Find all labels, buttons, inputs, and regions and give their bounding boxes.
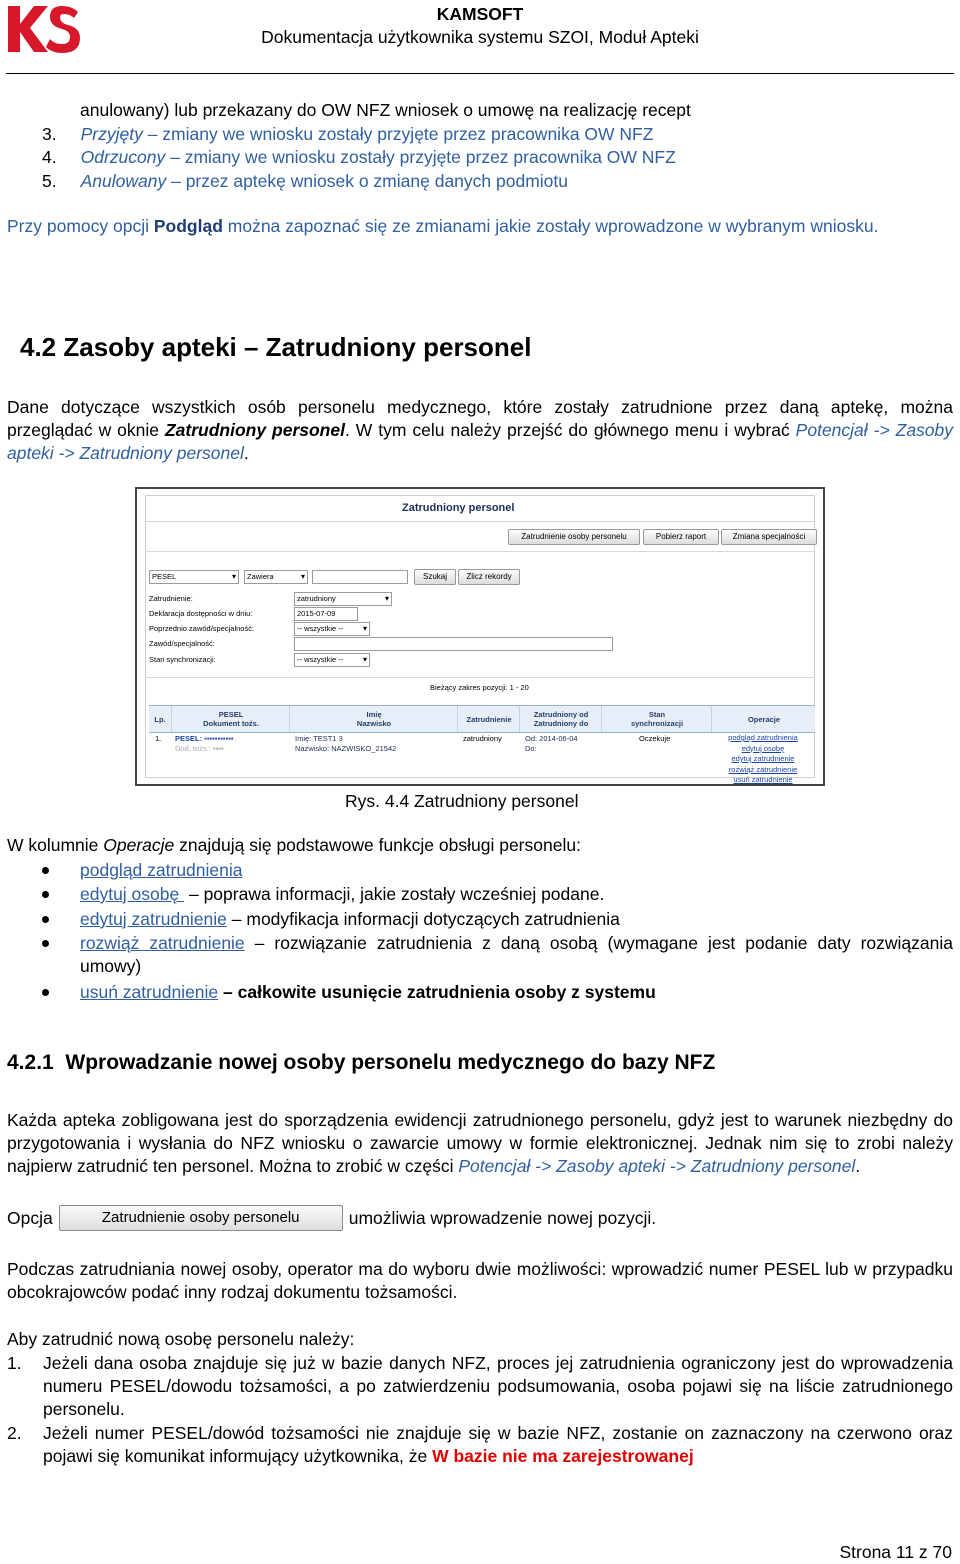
link-edit-person[interactable]: edytuj osobę <box>80 884 185 904</box>
row-doc: Dod. tożs.: ▪▪▪▪ <box>175 744 224 753</box>
opcja-line <box>7 1203 656 1233</box>
col-dates: Zatrudniony od Zatrudniony do <box>519 706 602 732</box>
warning-text: W bazie nie ma zarejestrowanej <box>432 1446 694 1466</box>
range-info: Bieżący zakres pozycji: 1 - 20 <box>430 683 529 692</box>
podglad-paragraph <box>7 215 953 238</box>
window-title: Zatrudniony personel <box>402 502 515 514</box>
row-sync: Oczekuje <box>639 734 671 743</box>
download-report-button[interactable]: Pobierz raport <box>643 529 719 545</box>
label-stan: Stan synchronizacji: <box>149 655 216 664</box>
text: można zapoznać się ze zmianami jakie zostały wprowadzone w wybranym wniosku. <box>222 216 879 236</box>
link-view-employment[interactable]: podgląd zatrudnienia <box>80 860 243 880</box>
step-text <box>43 1422 953 1468</box>
row-operations <box>711 733 815 786</box>
status-term: Odrzucony <box>80 147 166 167</box>
bullet-icon <box>42 940 49 947</box>
text: . <box>855 1156 861 1176</box>
row-zatrudnienie: zatrudniony <box>463 734 502 743</box>
bullet-item <box>80 859 243 882</box>
col-operacje: Operacje <box>711 706 816 732</box>
text: Dane dotyczące wszystkich osób personelu medycznego, które zostały zatrudnione przez daną aptekę, można przeglądać w oknie <box>7 397 953 440</box>
filter-value-input[interactable] <box>312 570 408 584</box>
col-pesel: PESEL Dokument tożs. <box>171 706 290 732</box>
text: Przy pomocy opcji <box>7 216 154 236</box>
op-delete-employment[interactable]: usuń zatrudnienie <box>733 775 793 784</box>
header-divider <box>6 73 954 74</box>
status-term: Przyjęty <box>80 124 143 144</box>
divider <box>146 677 814 678</box>
count-records-button[interactable]: Zlicz rekordy <box>458 569 520 585</box>
text: – modyfikacja informacji dotyczących zatrudnienia <box>226 909 620 929</box>
step-number: 2. <box>7 1423 22 1443</box>
table-row <box>149 732 815 782</box>
link-terminate-employment[interactable]: rozwiąż zatrudnienie <box>80 933 245 953</box>
row-imie: Imię: TEST1 3 <box>295 734 343 743</box>
op-edit-person[interactable]: edytuj osobę <box>741 743 785 753</box>
company-name: KAMSOFT <box>436 4 524 24</box>
bullet-icon <box>42 916 49 923</box>
text: W kolumnie <box>7 835 104 855</box>
col-sync: Stan synchronizacji <box>601 706 712 732</box>
link-delete-employment[interactable]: usuń zatrudnienie <box>80 982 219 1002</box>
section-heading: 4.2 Zasoby apteki – Zatrudniony personel <box>20 332 532 362</box>
step-number: 1. <box>7 1353 22 1373</box>
figure-caption: Rys. 4.4 Zatrudniony personel <box>345 791 579 811</box>
paragraph-pesel: Podczas zatrudniania nowej osoby, operator ma do wyboru dwie możliwości: wprowadzić numer PESEL lub w przypadku obcokrajowców podać inny rodzaj dokumentu tożsamości. <box>7 1259 953 1302</box>
list-number: 4. <box>42 147 57 167</box>
status-desc: – zmiany we wniosku zostały przyjęte przez pracownika OW NFZ <box>142 124 654 144</box>
text: . <box>243 443 249 463</box>
text: – całkowite usunięcie zatrudnienia osoby z systemu <box>218 982 656 1002</box>
text: – rozwiązanie zatrudnienia z daną osobą (wymagane jest podanie daty rozwiązania umowy) <box>80 933 953 976</box>
bullet-item <box>80 908 620 931</box>
screenshot-inner <box>145 495 815 784</box>
subsection-heading: 4.2.1 Wprowadzanie nowej osoby personelu medycznego do bazy NFZ <box>7 1051 716 1074</box>
label-poprzednio: Poprzednio zawód/specjalność: <box>149 624 255 633</box>
bullet-item <box>80 932 953 978</box>
status-desc: – przez aptekę wniosek o zmianę danych podmiotu <box>166 171 568 191</box>
row-od: Od: 2014-06-04 <box>525 734 578 743</box>
zatrudnienie-select[interactable]: zatrudniony ▾ <box>294 592 392 606</box>
status-term: Anulowany <box>80 171 167 191</box>
col-name: Imię Nazwisko <box>289 706 458 732</box>
text: Każda apteka zobligowana jest do sporządzenia ewidencji zatrudnionego personelu, gdyż jest to warunek niezbędny do przygotowania i wysłania do NFZ wniosku o zawarcie umowy w formie elektronicznej. Jednak nim się to zrobi należy najpierw zatrudnić ten personel. Można to zrobić w części <box>7 1110 953 1176</box>
bullet-icon <box>42 867 49 874</box>
menu-path: Potencjał -> Zasoby apteki -> Zatrudniony personel <box>458 1156 856 1176</box>
column-name: Operacje <box>103 835 175 855</box>
bullet-icon <box>42 989 49 996</box>
sync-state-select[interactable]: -- wszystkie -- ▾ <box>294 653 370 667</box>
row-do: Do: <box>525 744 537 753</box>
paragraph-steps-intro: Aby zatrudnić nową osobę personelu należy: <box>7 1329 355 1349</box>
label-deklaracja: Deklaracja dostępności w dniu: <box>149 609 253 618</box>
filter-field-select[interactable]: PESEL ▾ <box>149 570 239 584</box>
intro-line: anulowany) lub przekazany do OW NFZ wniosek o umowę na realizację recept <box>80 100 691 120</box>
col-lp: Lp. <box>154 714 166 724</box>
text: . W tym celu należy przejść do głównego menu i wybrać <box>344 420 796 440</box>
hire-person-button[interactable]: Zatrudnienie osoby personelu <box>508 529 640 545</box>
option-name: Podgląd <box>153 216 223 236</box>
text: – poprawa informacji, jakie zostały wcześniej podane. <box>184 884 605 904</box>
row-lp: 1. <box>155 734 162 743</box>
menu-path: Potencjał -> Zasoby apteki -> Zatrudniony personel <box>7 420 954 463</box>
step-text: Jeżeli dana osoba znajduje się już w bazie danych NFZ, proces jej zatrudnienia ograniczony jest do wprowadzenia numeru PESEL/dowodu tożsamości, a po zatwierdzeniu podsumowania, osoba pojawi się na liście zatrudnionego personelu. <box>43 1353 953 1419</box>
change-specialty-button[interactable]: Zmiana specjalności <box>721 529 817 545</box>
subsection-paragraph <box>7 1109 953 1178</box>
text: Jeżeli numer PESEL/dowód tożsamości nie znajduje się w bazie NFZ, zostanie on zaznaczony na czerwono oraz pojawi się komunikat informujący użytkownika, że <box>43 1423 953 1466</box>
window-name: Zatrudniony personel <box>164 420 345 440</box>
row-pesel: PESEL: ▪▪▪▪▪▪▪▪▪▪▪ <box>175 734 234 743</box>
label-zatrudnienie: Zatrudnienie: <box>149 594 193 603</box>
list-number: 5. <box>42 171 57 191</box>
screenshot-zatrudniony-personel <box>135 487 825 786</box>
list-item <box>42 146 676 169</box>
list-item <box>42 170 568 193</box>
hire-person-button-image[interactable]: Zatrudnienie osoby personelu <box>59 1205 343 1231</box>
filter-operator-select[interactable]: Zawiera ▾ <box>244 570 308 584</box>
label-zawod: Zawód/specjalność: <box>149 639 215 648</box>
divider <box>146 521 814 522</box>
op-view-employment[interactable]: podgląd zatrudnienia <box>728 733 798 742</box>
table-header <box>149 705 815 733</box>
list-item <box>42 123 653 146</box>
row-nazwisko: Nazwisko: NAZWISKO_21542 <box>295 744 397 753</box>
page-number: Strona 11 z 70 <box>839 1542 952 1562</box>
text: umożliwia wprowadzenie nowej pozycji. <box>348 1207 657 1228</box>
specialty-input[interactable] <box>294 637 613 651</box>
operations-intro <box>7 834 581 857</box>
status-desc: – zmiany we wniosku zostały przyjęte przez pracownika OW NFZ <box>165 147 676 167</box>
bullet-icon <box>42 891 49 898</box>
previous-specialty-select[interactable]: -- wszystkie -- ▾ <box>294 622 370 636</box>
section-paragraph <box>7 396 953 465</box>
bullet-item <box>80 981 656 1004</box>
bullet-item <box>80 883 604 906</box>
date-input[interactable]: 2015-07-09 <box>294 607 358 621</box>
doc-subtitle: Dokumentacja użytkownika systemu SZOI, Moduł Apteki <box>261 27 699 47</box>
divider <box>146 551 814 552</box>
list-number: 3. <box>42 124 57 144</box>
op-terminate-employment[interactable]: rozwiąż zatrudnienie <box>728 764 798 774</box>
text: Opcja <box>7 1207 53 1228</box>
col-zatrudnienie: Zatrudnienie <box>457 706 520 732</box>
search-button[interactable]: Szukaj <box>414 569 456 585</box>
text: znajdują się podstawowe funkcje obsługi personelu: <box>174 835 581 855</box>
op-edit-employment[interactable]: edytuj zatrudnienie <box>731 754 795 763</box>
link-edit-employment[interactable]: edytuj zatrudnienie <box>80 909 227 929</box>
